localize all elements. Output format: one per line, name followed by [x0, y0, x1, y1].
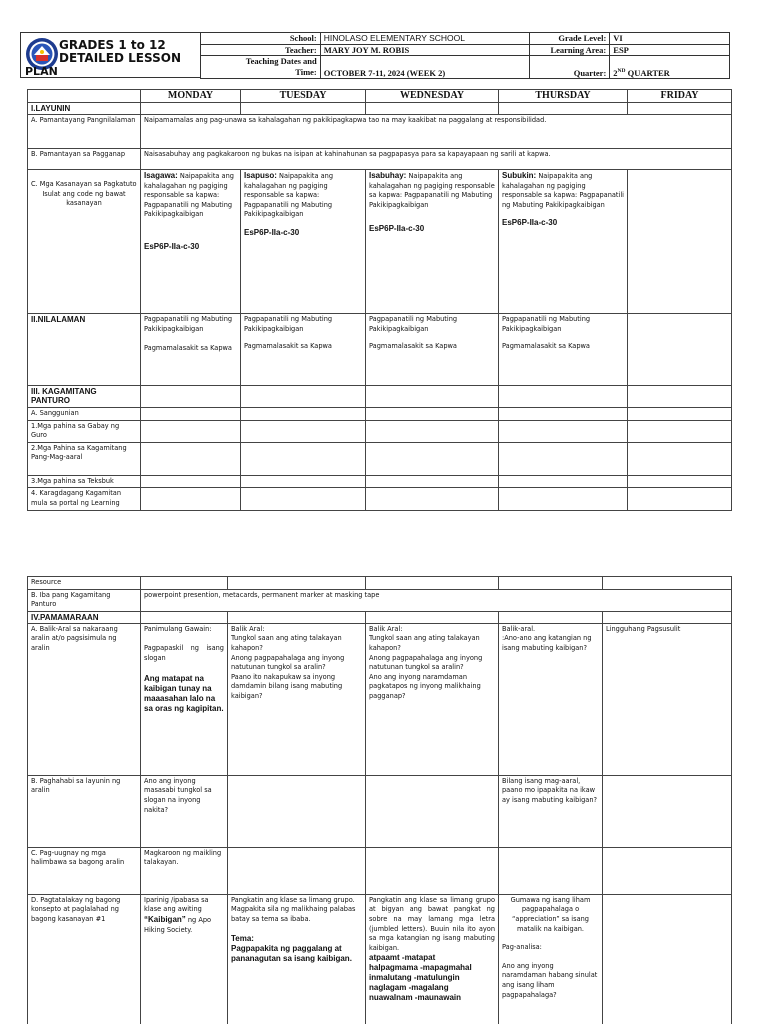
pamantayan-pagganap-label: B. Pamantayan sa Pagganap	[28, 149, 141, 170]
grade-value: VI	[610, 33, 730, 45]
pagtatalakay-monday-line1: Iparinig /ipabasa sa klase ang awiting	[144, 895, 209, 914]
area-value: ESP	[610, 44, 730, 56]
kasanayan-label-line1: C. Mga Kasanayan sa Pagkatuto	[31, 180, 137, 188]
balik-aral-thursday-line1: Balik-aral.	[502, 624, 536, 633]
balik-aral-tuesday-line4: Paano ito nakapukaw sa inyong damdamin bilang isang mabuting kaibigan?	[231, 672, 343, 700]
pagtatalakay-thursday-line3: Ano ang inyong naramdaman habang sinulat ang isang liham pagpapahalaga?	[502, 961, 598, 999]
nilalaman-thursday	[499, 314, 628, 386]
portal-label-cont: Resource	[28, 577, 141, 590]
balik-aral-tuesday	[228, 623, 366, 775]
kasanayan-tuesday	[241, 170, 366, 314]
pagtatalakay-tuesday	[228, 894, 366, 1024]
balik-aral-wednesday	[366, 623, 499, 775]
kasanayan-thursday-code: EsP6P-IIa-c-30	[502, 218, 558, 228]
kasanayan-thursday-text: Naipapakita ang kahalagahan ng pagiging responsable sa kapwa: Pagpapanatili ng Mabuting Pakikipagkaibigan	[502, 172, 625, 209]
kasanayan-label	[28, 170, 141, 314]
corner-cell	[28, 90, 141, 103]
pagtatalakay-wednesday-line1: Pangkatin ang klase sa limang grupo at bigyan ang bawat pangkat ng sobre na may lamang mga letra (jumbled letters). Buuin nila ito ayon sa mga katangian ng isang mabuting kaibigan.	[369, 895, 495, 952]
portal-label: 4. Karagdagang Kagamitan mula sa portal ng Learning	[28, 488, 141, 510]
pagtatalakay-thursday	[499, 894, 603, 1024]
nilalaman-friday	[628, 314, 732, 386]
balik-aral-friday: Lingguhang Pagsusulit	[603, 623, 732, 775]
balik-aral-wednesday-line2: Tungkol saan ang ating talakayan kahapon?	[369, 634, 480, 652]
iba-pang-kagamitan-label: B. Iba pang Kagamitang Panturo	[28, 589, 141, 611]
area-label: Learning Area:	[530, 44, 610, 56]
day-thursday: THURSDAY	[499, 90, 628, 103]
quarter-word: QUARTER	[625, 68, 670, 78]
kasanayan-wednesday	[366, 170, 499, 314]
section-kagamitan: III. KAGAMITANG PANTURO	[28, 386, 141, 408]
info-table	[200, 32, 730, 79]
day-tuesday: TUESDAY	[241, 90, 366, 103]
nilalaman-tuesday-sub: Pagmamalasakit sa Kapwa	[244, 342, 332, 351]
kasanayan-wednesday-text: Naipapakita ang kahalagahan ng pagiging responsable sa kapwa: Pagpapanatili ng Mabuting Pakikipagkaibigan	[369, 172, 495, 209]
iba-pang-kagamitan-text: powerpoint presention, metacards, permanent marker at masking tape	[141, 589, 732, 611]
pagtatalakay-thursday-line1: Gumawa ng isang liham pagpapahalaga o “appreciation” sa isang matalik na kaibigan.	[510, 895, 591, 933]
pagtatalakay-wednesday-word5: nuawalnam -maunawain	[369, 993, 462, 1003]
pagtatalakay-tuesday-line1: Pangkatin ang klase sa limang grupo. Magpakita sila ng malikhaing palabas batay sa tema sa ibaba.	[231, 895, 356, 923]
pamantayan-pagganap-text: Naisasabuhay ang pagkakaroon ng bukas na isipan at kahinahunan sa pagpapasya para sa kapayapaan ng sarili at kapwa.	[141, 149, 732, 170]
balik-aral-tuesday-line1: Balik Aral:	[231, 624, 265, 633]
balik-aral-thursday-line2: :Ano-ano ang katangian ng isang mabuting kaibigan?	[502, 634, 592, 652]
balik-aral-thursday	[499, 623, 603, 775]
nilalaman-thursday-topic: Pagpapanatili ng Mabuting Pakikipagkaibigan	[502, 315, 591, 333]
pagtatalakay-monday	[141, 894, 228, 1024]
balik-aral-monday	[141, 623, 228, 775]
teksbuk-label: 3.Mga pahina sa Teksbuk	[28, 475, 141, 488]
paghahabi-monday: Ano ang inyong masasabi tungkol sa slogan na inyong nakita?	[141, 775, 228, 847]
nilalaman-monday-sub: Pagmamalasakit sa Kapwa	[144, 344, 232, 353]
nilalaman-tuesday	[241, 314, 366, 386]
quarter-value	[610, 56, 730, 79]
kasanayan-label-line2: Isulat ang code ng bawat kasanayan	[42, 189, 126, 208]
day-friday: FRIDAY	[628, 90, 732, 103]
pagtatalakay-wednesday-word2: halpagmama -mapagmahal	[369, 963, 472, 973]
section-nilalaman: II.NILALAMAN	[28, 314, 141, 386]
balik-aral-monday-slogan: Ang matapat na kaibigan tunay na maaasahan lalo na sa oras ng kagipitan.	[144, 673, 224, 713]
section-layunin: I.LAYUNIN	[28, 103, 141, 115]
kasanayan-tuesday-code: EsP6P-IIa-c-30	[244, 227, 300, 237]
pagtatalakay-monday-line3: ng Apo Hiking Society.	[144, 915, 212, 934]
section-pamamaraan: IV.PAMAMARAAN	[28, 611, 141, 623]
nilalaman-tuesday-topic: Pagpapanatili ng Mabuting Pakikipagkaibigan	[244, 315, 333, 333]
balik-aral-tuesday-line3: Anong pagpapahalaga ang inyong natutunan tungkol sa aralin?	[231, 653, 345, 672]
pagtatalakay-monday-song: “Kaibigan”	[144, 914, 186, 924]
pagtatalakay-label: D. Pagtatalakay ng bagong konsepto at paglalahad ng bagong kasanayan #1	[28, 894, 141, 1024]
pagtatalakay-thursday-line2: Pag-analisa:	[502, 943, 542, 952]
pag-uugnay-monday: Magkaroon ng maikling talakayan.	[141, 847, 228, 894]
school-value: HINOLASO ELEMENTARY SCHOOL	[320, 33, 530, 45]
quarter-suffix: ND	[617, 68, 626, 75]
nilalaman-wednesday-sub: Pagmamalasakit sa Kapwa	[369, 342, 457, 351]
pamantayang-pangnilalaman-label: A. Pamantayang Pangnilalaman	[28, 115, 141, 149]
pagtatalakay-wednesday-word4: naglagam -magalang	[369, 983, 449, 993]
pagtatalakay-wednesday-word1: atpaamt -matapat	[369, 953, 436, 963]
teacher-value: MARY JOY M. ROBIS	[320, 44, 530, 56]
day-monday: MONDAY	[141, 90, 241, 103]
dll-table-top	[27, 89, 732, 511]
kasanayan-tuesday-head: Isapuso:	[244, 171, 277, 180]
sanggunian-label: A. Sanggunian	[28, 408, 141, 421]
doc-title-line2: DETAILED LESSON	[59, 51, 181, 65]
nilalaman-wednesday-topic: Pagpapanatili ng Mabuting Pakikipagkaibigan	[369, 315, 458, 333]
day-wednesday: WEDNESDAY	[366, 90, 499, 103]
nilalaman-monday	[141, 314, 241, 386]
balik-aral-label: A. Balik-Aral sa nakaraang aralin at/o pagsisimula ng aralin	[28, 623, 141, 775]
kasanayan-monday-head: Isagawa:	[144, 171, 178, 180]
pagtatalakay-wednesday	[366, 894, 499, 1024]
kasanayan-thursday-head: Subukin:	[502, 171, 537, 180]
kasanayan-tuesday-text: Naipapakita ang kahalagahan ng pagiging responsable sa kapwa: Pagpapanatili ng Mabuting Pakikipagkaibigan	[244, 172, 334, 219]
grade-label: Grade Level:	[530, 33, 610, 45]
dates-label-line1: Teaching Dates and	[245, 56, 317, 66]
quarter-number: 2	[613, 68, 618, 78]
paghahabi-label: B. Paghahabi sa layunin ng aralin	[28, 775, 141, 847]
kasanayan-monday-code: EsP6P-IIa-c-30	[144, 241, 200, 251]
balik-aral-monday-line1: Panimulang Gawain:	[144, 624, 212, 633]
doc-title-line3: PLAN	[25, 65, 58, 78]
kasanayan-wednesday-head: Isabuhay:	[369, 171, 407, 180]
kasanayan-friday	[628, 170, 732, 314]
kagamitang-mag-aaral-label: 2.Mga Pahina sa Kagamitang Pang-Mag-aaral	[28, 442, 141, 475]
doc-title-line1: GRADES 1 to 12	[59, 38, 166, 52]
balik-aral-wednesday-line1: Balik Aral:	[369, 624, 403, 633]
dll-table-bottom	[27, 576, 732, 1024]
nilalaman-wednesday	[366, 314, 499, 386]
balik-aral-monday-line2: Pagpapaskil ng isang slogan	[144, 644, 224, 662]
dates-label	[201, 56, 321, 79]
balik-aral-wednesday-line4: Ano ang inyong naramdaman pagkatapos ng inyong malikhaing pagganap?	[369, 672, 481, 700]
kasanayan-wednesday-code: EsP6P-IIa-c-30	[369, 224, 425, 234]
school-label: School:	[201, 33, 321, 45]
kasanayan-thursday	[499, 170, 628, 314]
title-block	[20, 32, 200, 78]
paghahabi-thursday: Bilang isang mag-aaral, paano mo ipapakita na ikaw ay isang mabuting kaibigan?	[499, 775, 603, 847]
dates-value: OCTOBER 7-11, 2024 (WEEK 2)	[320, 56, 530, 79]
gabay-guro-label: 1.Mga pahina sa Gabay ng Guro	[28, 420, 141, 442]
nilalaman-thursday-sub: Pagmamalasakit sa Kapwa	[502, 342, 590, 351]
pagtatalakay-wednesday-word3: inmalutang -matulungin	[369, 973, 460, 983]
pag-uugnay-label: C. Pag-uugnay ng mga halimbawa sa bagong aralin	[28, 847, 141, 894]
kasanayan-monday	[141, 170, 241, 314]
quarter-label: Quarter:	[530, 56, 610, 79]
lesson-plan-header	[20, 32, 730, 78]
nilalaman-monday-topic: Pagpapanatili ng Mabuting Pakikipagkaibigan	[144, 315, 233, 333]
pagtatalakay-tuesday-tema: Tema:	[231, 933, 254, 943]
dates-label-line2: Time:	[295, 67, 317, 77]
balik-aral-wednesday-line3: Anong pagpapahalaga ang inyong natutunan tungkol sa aralin?	[369, 653, 483, 672]
pamantayang-pangnilalaman-text: Naipamamalas ang pag-unawa sa kahalagahan ng pakikipagkapwa tao na may kaakibat na paggalang at responsibilidad.	[141, 115, 732, 149]
kasanayan-monday-text: Naipapakita ang kahalagahan ng pagiging responsable sa kapwa: Pagpapanatili ng Mabuting Pakikipagkaibigan	[144, 172, 234, 219]
balik-aral-tuesday-line2: Tungkol saan ang ating talakayan kahapon?	[231, 634, 342, 652]
teacher-label: Teacher:	[201, 44, 321, 56]
pagtatalakay-tuesday-theme: Pagpapakita ng paggalang at pananagutan sa isang kaibigan.	[231, 943, 352, 963]
